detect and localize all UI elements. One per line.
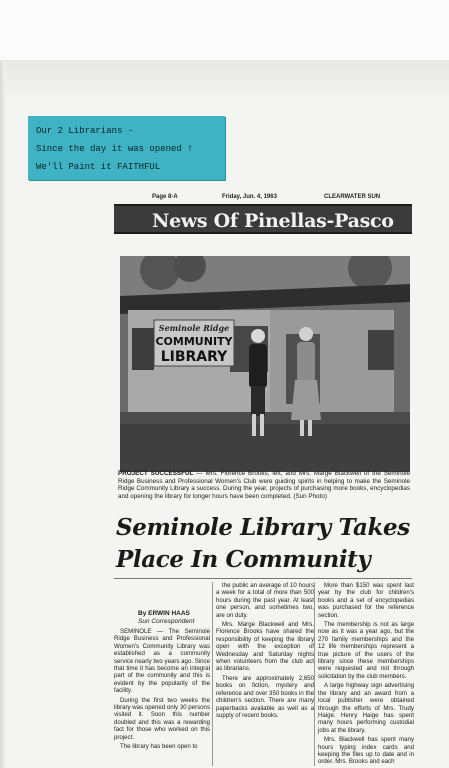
scan-top-margin	[0, 0, 449, 63]
caption-text: — Mrs. Florence Brooks, left, and Mrs. Marge Blackwell of the Seminole Ridge Business and Professional Women's Club were guiding spirits in helping to make the Seminole Ridge Community Library a success. During the year, projects of purchasing more books, encyclopedias and opening the library for longer hours have been completed. (Sun Photo)	[118, 470, 410, 500]
headline-line-2: Place In Community	[116, 546, 371, 573]
section-banner: News Of Pinellas-Pasco	[114, 204, 412, 234]
column-paragraph: Mrs. Blackwell has spent many hours typing index cards and keeping the files up to date and in order. Mrs. Brooks and each	[318, 736, 414, 766]
column-paragraph: A large highway sign advertising the library and an award from a local publisher were obtained through the efforts of Mrs. Trudy Haige. Henry Haige has spent many hours performing custodial jobs at the library.	[318, 682, 414, 734]
photo-caption	[118, 470, 410, 500]
article-headline	[116, 512, 414, 576]
article-column-3	[314, 582, 414, 766]
column-paragraph: The membership is not as large now as it was a year ago, but the 270 family memberships and the 12 life memberships represent a true picture of the users of the library since these memberships were requested and not through solicitation by the club members.	[318, 621, 414, 680]
sign-line-1: Seminole Ridge	[158, 323, 230, 333]
note-line-3: We'll Paint it FAITHFUL	[36, 162, 161, 172]
column-paragraph: More than $150 was spent last year by the club for children's books and a set of encyclopedias was purchased for the reference section.	[318, 582, 414, 619]
byline-name: By ERWIN HAAS	[138, 610, 190, 617]
caption-lead: PROJECT SUCCESSFUL	[118, 470, 194, 477]
handwritten-note-label	[28, 116, 225, 180]
page-header	[152, 194, 412, 204]
headline-line-1: Seminole Library Takes	[116, 514, 410, 541]
article-column-2	[212, 582, 314, 766]
column-paragraph: Mrs. Marge Blackwell and Mrs. Florence Brooks have shared the responsibility of keeping the library open with the exception of Wednesday and Saturday nights when volunteers from the club act as librarians.	[216, 621, 314, 673]
column-paragraph: the public an average of 10 hours a week for a total of more than 500 hours during the past year. At least one person, and sometimes two, are on duty.	[216, 582, 314, 619]
byline	[138, 610, 194, 626]
column-paragraph: There are approximately 2,650 books on fiction, mystery and reference and over 350 books in the children's section. There are many paperbacks available as well as a supply of recent books.	[216, 674, 314, 719]
column-paragraph: During the first two weeks the library was opened only 30 persons visited it. Soon this number doubled and this was a rewarding fact for those who worked on this project.	[114, 696, 210, 741]
newspaper-name: CLEARWATER SUN	[324, 194, 381, 200]
column-paragraph: The library has been open to	[120, 743, 198, 751]
sign-line-2: COMMUNITY	[155, 335, 233, 348]
scan-fold-shadow	[0, 60, 449, 100]
byline-role: Sun Correspondent	[138, 618, 195, 625]
sign-line-3: LIBRARY	[160, 349, 228, 365]
library-photo	[120, 256, 410, 472]
article-column-1	[114, 628, 210, 766]
page-number: Page 8-A	[152, 194, 178, 200]
column-paragraph: SEMINOLE — The Seminole Ridge Business and Professional Women's Community Library was established as a community service nearly two years ago. Since that time it has become an integral part of the community and this is evident by the popularity of the facility.	[114, 628, 210, 695]
newspaper-clipping	[108, 190, 414, 768]
photo-illustration	[120, 256, 410, 472]
publication-date: Friday, Jun. 4, 1963	[222, 194, 277, 200]
note-line-2: Since the day it was opened !	[36, 144, 193, 154]
headline-rule	[114, 578, 412, 579]
scan-left-edge	[0, 62, 6, 768]
note-line-1: Our 2 Librarians -	[36, 126, 134, 136]
